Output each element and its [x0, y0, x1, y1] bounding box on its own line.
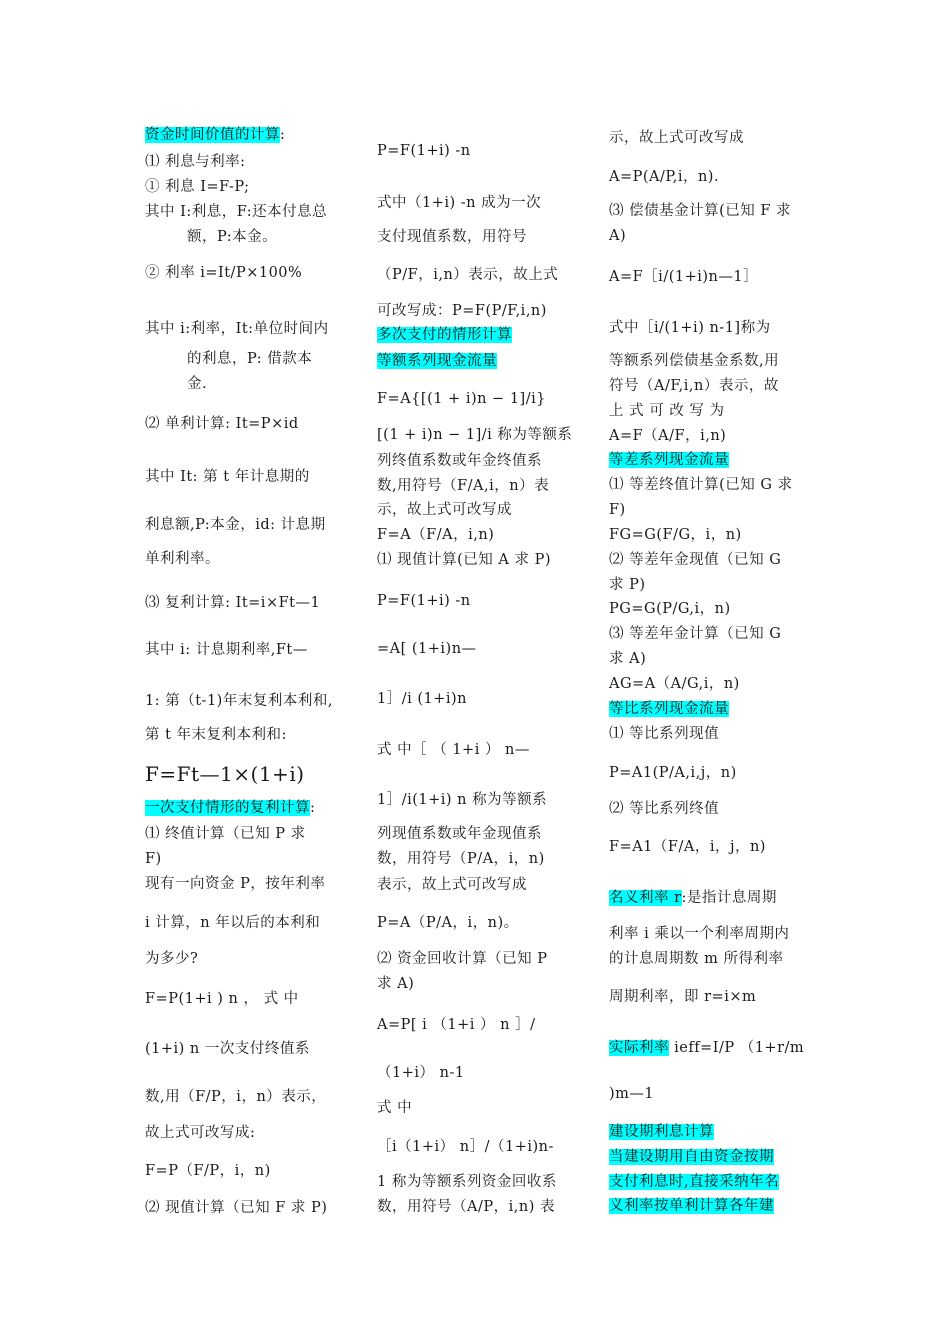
text-line: 上 式 可 改 写 为 — [609, 403, 725, 419]
text-line: ① 利息 I=F-P; — [145, 179, 250, 195]
text-line: 可改写成：P=F(P/F,i,n) — [377, 303, 547, 319]
text-line: 周期利率，即 r=i×m — [609, 989, 757, 1005]
text-line: 式 中［ （ 1+i ） n— — [377, 742, 530, 758]
text-line: ⑵ 单利计算: It=P×id — [145, 416, 299, 432]
text-line: 利息额,P:本金，id: 计息期 — [145, 517, 326, 533]
text-line: 式中［i/(1+i) n-1]称为 — [609, 320, 771, 336]
text-line: A=P[ i （1+i ） n ］/ — [377, 1017, 536, 1033]
text-line: 义利率按单利计算各年建 — [609, 1198, 774, 1214]
text-line: 数，用符号（A/P，i,n) 表 — [377, 1199, 555, 1215]
text-line: F=P(1+i ) n ， 式 中 — [145, 991, 299, 1007]
text-line: （1+i） n-1 — [377, 1065, 465, 1081]
text-line: 示，故上式可改写成 — [377, 502, 512, 518]
text-line: 等比系列现金流量 — [609, 701, 729, 717]
text-line: 等额系列偿债基金系数,用 — [609, 353, 780, 369]
text-line: F=A1（F/A，i，j，n) — [609, 839, 766, 855]
text-line: ② 利率 i=It/P×100% — [145, 265, 303, 281]
text-line: ⑵ 等差年金现值（已知 G — [609, 552, 782, 568]
text-line: 求 P) — [609, 577, 646, 593]
text-line: ⑵ 现值计算（已知 F 求 P) — [145, 1200, 328, 1216]
text-line: 名义利率 r:是指计息周期 — [609, 890, 777, 906]
text-line: P=A（P/A，i，n)。 — [377, 915, 519, 931]
text-line: 式 中 — [377, 1100, 413, 1116]
text-line: 列终值系数或年金终值系 — [377, 453, 542, 469]
text-line: ⑴ 终值计算（已知 P 求 — [145, 826, 306, 842]
text-line: 数,用符号（F/A,i，n）表 — [377, 478, 550, 494]
text-line: （P/F，i,n）表示，故上式 — [377, 267, 559, 283]
text-line: A=F［i/(1+i)n—1］ — [609, 269, 759, 285]
text-line: ⑵ 等比系列终值 — [609, 801, 720, 817]
text-line: ⑴ 现值计算(已知 A 求 P) — [377, 552, 551, 568]
text-line: 支付现值系数，用符号 — [377, 229, 527, 245]
text-line: 数，用符号（P/A，i，n) — [377, 851, 545, 867]
text-line: 其中 i: 计息期利率,Ft— — [145, 642, 308, 658]
text-line: 利率 i 乘以一个利率周期内 — [609, 926, 790, 942]
text-line: 1］/i (1+i)n — [377, 691, 468, 707]
text-line: 求 A) — [377, 976, 415, 992]
text-line: 为多少? — [145, 951, 199, 967]
text-line: )m—1 — [609, 1086, 655, 1102]
text-line: F=A{[(1 + i)n − 1]/i} — [377, 391, 546, 407]
text-line: P=F(1+i) -n — [377, 143, 471, 159]
text-line: A) — [609, 228, 627, 244]
text-line: ⑴ 等比系列现值 — [609, 726, 720, 742]
text-line: ⑶ 复利计算: It=i×Ft—1 — [145, 595, 321, 611]
text-line: 1］/i(1+i) n 称为等额系 — [377, 792, 548, 808]
text-line: 等差系列现金流量 — [609, 452, 729, 468]
text-line: 支付利息时,直接采纳年名 — [609, 1174, 780, 1190]
text-line: ⑶ 等差年金计算（已知 G — [609, 626, 782, 642]
text-line: FG=G(F/G，i，n) — [609, 527, 742, 543]
text-line: F=A（F/A，i,n) — [377, 527, 495, 543]
text-line: 第 t 年末复利本利和: — [145, 727, 287, 743]
text-line: i 计算，n 年以后的本利和 — [145, 915, 321, 931]
text-line: F) — [609, 502, 626, 518]
text-line: ［i（1+i） n］/（1+i)n- — [377, 1139, 554, 1155]
text-line: 1 称为等额系列资金回收系 — [377, 1174, 557, 1190]
text-line: AG=A（A/G,i，n) — [609, 676, 740, 692]
text-line: 符号（A/F,i,n）表示，故 — [609, 378, 779, 394]
text-line: =A[ (1+i)n— — [377, 641, 477, 657]
text-line: 数,用（F/P，i，n）表示， — [145, 1089, 327, 1105]
text-line: 多次支付的情形计算 — [377, 327, 512, 343]
text-line: 等额系列现金流量 — [377, 353, 497, 369]
text-line: PG=G(P/G,i，n) — [609, 601, 731, 617]
text-line: 示，故上式可改写成 — [609, 130, 744, 146]
text-line: 表示，故上式可改写成 — [377, 877, 527, 893]
text-line: 故上式可改写成: — [145, 1125, 256, 1141]
text-line: P=F(1+i) -n — [377, 593, 471, 609]
text-line: 一次支付情形的复利计算: — [145, 800, 316, 816]
text-line: 当建设期用自由资金按期 — [609, 1149, 774, 1165]
text-line: 额，P:本金。 — [187, 229, 278, 245]
text-line: 资金时间价值的计算: — [145, 127, 286, 143]
text-line: 单利利率。 — [145, 551, 220, 567]
text-line: 求 A) — [609, 651, 647, 667]
text-line: P=A1(P/A,i,j，n) — [609, 765, 737, 781]
text-line: 其中 I:利息，F:还本付息总 — [145, 204, 328, 220]
text-line: ⑶ 偿债基金计算(已知 F 求 — [609, 203, 792, 219]
text-line: 建设期利息计算 — [609, 1124, 714, 1140]
text-line: (1+i) n 一次支付终值系 — [145, 1041, 310, 1057]
text-line: 1: 第（t-1)年末复利本利和, — [145, 693, 333, 709]
text-line: A=F（A/F，i,n) — [609, 428, 727, 444]
text-line: ⑴ 利息与利率: — [145, 154, 246, 170]
text-line: 的计息周期数 m 所得利率 — [609, 951, 784, 967]
text-line: F=P（F/P，i，n) — [145, 1163, 271, 1179]
text-line: 其中 i:利率，It:单位时间内 — [145, 321, 329, 337]
text-line: 实际利率 ieff=I/P （1+r/m — [609, 1040, 805, 1056]
text-line: 式中（1+i) -n 成为一次 — [377, 195, 542, 211]
text-line: 现有一向资金 P，按年利率 — [145, 876, 326, 892]
text-line: 的利息，P: 借款本 — [187, 351, 313, 367]
text-line: F=Ft—1×(1+i) — [145, 762, 305, 786]
text-line: F) — [145, 851, 162, 867]
text-line: A=P(A/P,i，n). — [609, 169, 720, 185]
text-line: [(1 + i)n − 1]/i 称为等额系 — [377, 427, 573, 443]
text-line: ⑴ 等差终值计算(已知 G 求 — [609, 477, 793, 493]
text-line: 其中 It: 第 t 年计息期的 — [145, 469, 310, 485]
text-line: ⑵ 资金回收计算（已知 P — [377, 951, 548, 967]
text-line: 列现值系数或年金现值系 — [377, 826, 542, 842]
text-line: 金. — [187, 376, 208, 392]
